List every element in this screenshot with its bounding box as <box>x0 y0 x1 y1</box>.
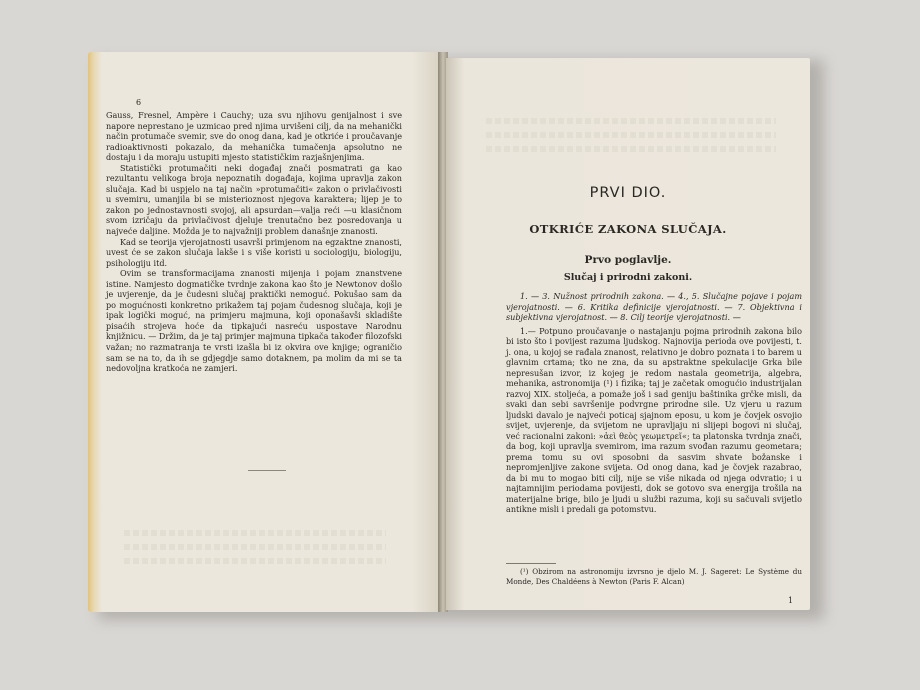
right-page-text <box>506 291 802 515</box>
section-heading: Prvo poglavlje. <box>584 254 672 266</box>
right-page <box>446 58 810 610</box>
show-through-text <box>124 558 386 564</box>
paragraph: Statistički protumačiti neki događaj znači posmatrati ga kao rezultantu velikoga broja nepoznatih događaja, kojima upravlja zakon slučaja. Kad bi uspjelo na taj način »protumačiti« zakon o privlačivosti u svemiru, umanjila bi se misterioznost njegova karaktera; lijep je to zakon po jednostavnosti svojoj, ali apsurdan—valja reći —u klasičnom svom izričaju da privlačivost djeluje trenutačno bez posredovanja u najveće daljine. Možda je to najvažniji problem današnje znanosti. <box>106 162 402 237</box>
show-through-text <box>486 132 776 138</box>
left-page-text <box>106 110 402 374</box>
signature-mark: 1 <box>788 596 794 605</box>
show-through-text <box>486 146 776 152</box>
footnote-rule <box>506 563 556 564</box>
paragraph: Gauss, Fresnel, Ampère i Cauchy; uza svu njihovu genijalnost i sve napore neprestano je uzmicao pred njima urvišeni cilj, da na mehanički način protumače svemir, sve do onog dana, kad je otkriće i proučavanje radioaktivnosti pokazalo, da mehanička tumačenja apsolutno ne dostaju i da moraju ustupiti mjesto statističkim razjašnjenjima. <box>106 110 402 163</box>
page-number: 6 <box>136 98 142 107</box>
part-title: PRVI DIO. <box>589 185 667 201</box>
show-through-text <box>124 544 386 550</box>
footnote: (¹) Obzirom na astronomiju izvrsno je djelo M. J. Sageret: Le Système du Monde, Des Chaldéens à Newton (Paris F. Alcan) <box>506 567 802 586</box>
paragraph: 1.— Potpuno proučavanje o nastajanju pojma prirodnih zakona bilo bi isto što i povijest razuma ljudskog. Najnovija perioda ove povijesti, t. j. ona, u kojoj se rađala znanost, relativno je dobro poznata i to barem u glavnim crtama; tko ne zna, da su apstraktne spekulacije Grka bile nepresušan izvor, iz kojeg je redom nastala geometrija, algebra, mehanika, astronomija (¹) i fizika; taj je začetak omogućio industrijalan razvoj XIX. stoljeća, a pomaže još i sad geniju baštinika grčke misli, da svaki dan sebi savršenije podvrgne prirodne sile. Uz vjeru u razum ljudski davalo je najveći poticaj sjajnom eposu, u kom je čovjek osvojio svijet, uvjerenje, da svijetom ne upravljaju ni slijepi bogovi ni slučaj, već racionalni zakoni: »ἀεὶ θεὸς γεωμετρεῖ«; ta platonska tvrdnja znači, da bog, koji upravlja svemirom, ima razum svođan razumu geometara; prema tomu su ovi sposobni da sasvim shvate božanske i nepromjenljive zakone svijeta. Od onog dana, kad je čovjek razabrao, da bi mu to mogao biti cilj, nije se više nikada od njega odvratio; i u najtamnijim periodama povijesti, dok se gotovo sva energija trošila na materijalne brige, bilo je ljudi u službi razuma, koji su sačuvali svijetlo antikne misli i predali ga potomstvu. <box>506 325 802 514</box>
chapter-heading: OTKRIĆE ZAKONA SLUČAJA. <box>529 222 727 236</box>
contents-summary: 1. — 3. Nužnost prirodnih zakona. — 4., 5. Slučajne pojave i pojam vjerojatnosti. — 6. Kritika definicije vjerojatnosti. — 7. Objektivna i subjektivna vjerojatnost. — 8. Cilj teorije vjerojatnosti. — <box>506 291 802 322</box>
left-page <box>88 52 440 612</box>
paragraph: Kad se teorija vjerojatnosti usavrši primjenom na egzaktne znanosti, uvest će se zakon slučaja lakše i s više koristi u sociologiju, biologiju, psihologiju itd. <box>106 236 402 268</box>
subsection-heading: Slučaj i prirodni zakoni. <box>563 272 693 283</box>
paragraph: Ovim se transformacijama znanosti mijenja i pojam znanstvene istine. Namjesto dogmatičke tvrdnje zakona kao što je Newtonov došlo je uvjerenje, da je čudesni slučaj praktički nemoguć. Pokušao sam da po mogućnosti konkretno prikažem taj pojam čudesnog slučaja, koji je ipak logički moguć, na primjeru majmuna, koji oponašavši skladište pisaćih strojeva hoće da tipkajući nasreću uspostave Narodnu knjižnicu. — Držim, da je taj primjer majmuna tipkača također filozofski važan; no razmatranja te vrsti izašla bi iz okvira ove knjige; ograničio sam se na to, da ih se gdjegdje samo dotaknem, pa molim da mi se ta nedovoljna kratkoća ne zamjeri. <box>106 268 402 374</box>
show-through-text <box>124 530 386 536</box>
section-divider <box>248 470 286 471</box>
show-through-text <box>486 118 776 124</box>
